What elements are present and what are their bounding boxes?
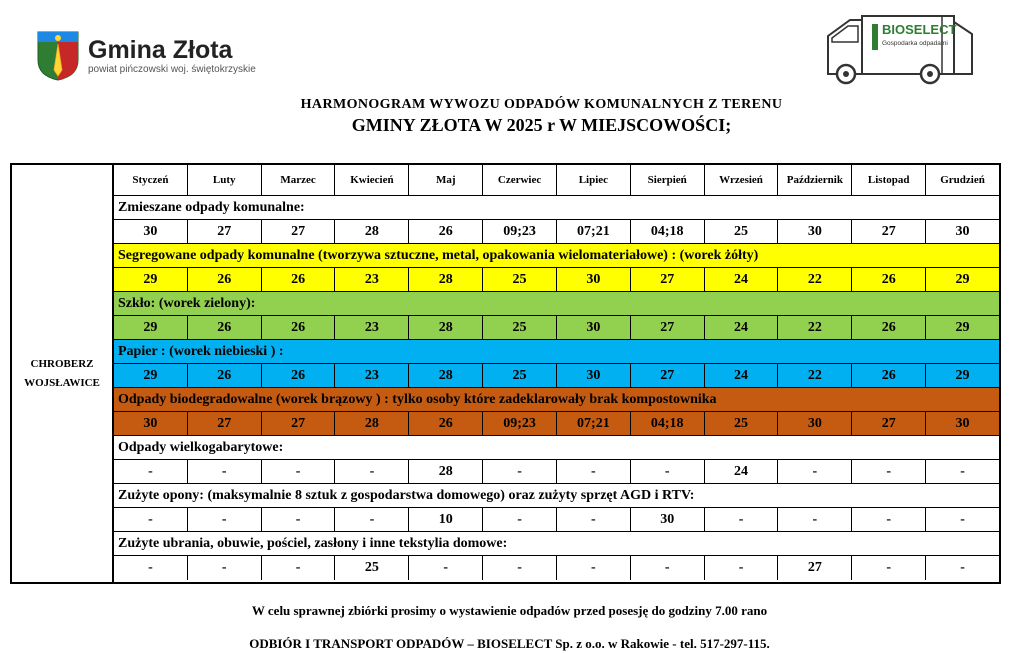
date-cell: - bbox=[778, 508, 852, 531]
date-cell: 28 bbox=[409, 364, 483, 387]
date-cell: 25 bbox=[705, 412, 779, 435]
coat-of-arms-icon bbox=[36, 30, 80, 82]
date-cell: 30 bbox=[778, 412, 852, 435]
date-cell: 25 bbox=[483, 364, 557, 387]
dates-row bbox=[114, 316, 999, 340]
months-header-row bbox=[114, 165, 999, 196]
month-header: Kwiecień bbox=[335, 165, 409, 195]
date-cell: 27 bbox=[852, 412, 926, 435]
date-cell: - bbox=[483, 460, 557, 483]
date-cell: - bbox=[557, 556, 631, 580]
date-cell: 29 bbox=[955, 319, 970, 335]
date-cell: 30 bbox=[557, 268, 631, 291]
date-cell: - bbox=[114, 556, 188, 580]
date-cell: 27 bbox=[778, 556, 852, 580]
date-cell: - bbox=[409, 556, 483, 580]
date-cell: 24 bbox=[705, 316, 779, 339]
date-cell: 26 bbox=[188, 268, 262, 291]
dates-row bbox=[114, 556, 999, 580]
dates-row bbox=[114, 364, 999, 388]
category-label: Zużyte opony: (maksymalnie 8 sztuk z gospodarstwa domowego) oraz zużyty sprzęt AGD i RTV: bbox=[114, 484, 999, 508]
date-cell: - bbox=[557, 460, 631, 483]
dates-row bbox=[114, 508, 999, 532]
truck-tagline: Gospodarka odpadami bbox=[882, 40, 948, 47]
date-cell: 27 bbox=[262, 220, 336, 243]
month-header: Czerwiec bbox=[483, 165, 557, 195]
date-cell: 30 bbox=[114, 412, 188, 435]
category-label: Szkło: (worek zielony): bbox=[114, 292, 999, 316]
date-cell: 10 bbox=[409, 508, 483, 531]
date-cell: 30 bbox=[778, 220, 852, 243]
date-cell: 28 bbox=[335, 220, 409, 243]
date-cell: 22 bbox=[778, 268, 852, 291]
date-cell: 28 bbox=[409, 460, 483, 483]
date-cell: - bbox=[188, 508, 262, 531]
date-cell: 30 bbox=[955, 415, 970, 431]
logo-name: Gmina Złota bbox=[88, 36, 233, 64]
date-cell: - bbox=[705, 508, 779, 531]
date-cell: 28 bbox=[409, 316, 483, 339]
date-cell: 29 bbox=[955, 271, 970, 287]
date-cell: 22 bbox=[778, 364, 852, 387]
date-cell: 27 bbox=[852, 220, 926, 243]
dates-row bbox=[114, 412, 999, 436]
category-label: Odpady wielkogabarytowe: bbox=[114, 436, 999, 460]
date-cell: - bbox=[778, 460, 852, 483]
date-cell: 30 bbox=[631, 508, 705, 531]
date-cell: - bbox=[631, 556, 705, 580]
month-header: Marzec bbox=[262, 165, 336, 195]
date-cell: 09;23 bbox=[483, 412, 557, 435]
month-header: Luty bbox=[188, 165, 262, 195]
date-cell: 30 bbox=[955, 223, 970, 239]
date-cell: 26 bbox=[188, 364, 262, 387]
date-cell: - bbox=[852, 508, 926, 531]
date-cell: 26 bbox=[262, 364, 336, 387]
date-cell: - bbox=[262, 508, 336, 531]
date-cell: 25 bbox=[705, 220, 779, 243]
date-cell: 23 bbox=[335, 268, 409, 291]
date-cell: - bbox=[705, 556, 779, 580]
date-cell: 07;21 bbox=[557, 220, 631, 243]
dates-row bbox=[114, 268, 999, 292]
dates-row bbox=[114, 220, 999, 244]
title-line-1: HARMONOGRAM WYWOZU ODPADÓW KOMUNALNYCH Z TERENU bbox=[300, 97, 783, 112]
location-name: CHROBERZ bbox=[30, 357, 94, 370]
category-label: Zmieszane odpady komunalne: bbox=[114, 196, 999, 220]
month-header: Lipiec bbox=[557, 165, 631, 195]
truck-brand: BIOSELECT bbox=[882, 22, 957, 37]
date-cell: - bbox=[114, 508, 188, 531]
garbage-truck-icon bbox=[822, 12, 978, 86]
date-cell: - bbox=[960, 560, 965, 575]
date-cell: - bbox=[335, 460, 409, 483]
date-cell: 27 bbox=[188, 412, 262, 435]
category-label: Papier : (worek niebieski ) : bbox=[114, 340, 999, 364]
category-label: Zużyte ubrania, obuwie, pościel, zasłony i inne tekstylia domowe: bbox=[114, 532, 999, 556]
date-cell: 29 bbox=[955, 367, 970, 383]
date-cell: 23 bbox=[335, 316, 409, 339]
date-cell: 28 bbox=[409, 268, 483, 291]
date-cell: 27 bbox=[631, 268, 705, 291]
date-cell: 07;21 bbox=[557, 412, 631, 435]
date-cell: 04;18 bbox=[631, 220, 705, 243]
date-cell: - bbox=[483, 508, 557, 531]
date-cell: - bbox=[631, 460, 705, 483]
footer-contact: ODBIÓR I TRANSPORT ODPADÓW – BIOSELECT Sp. z o.o. w Rakowie - tel. 517-297-115. bbox=[249, 636, 770, 651]
date-cell: 26 bbox=[852, 268, 926, 291]
date-cell: - bbox=[188, 556, 262, 580]
date-cell: - bbox=[557, 508, 631, 531]
date-cell: 27 bbox=[262, 412, 336, 435]
date-cell: 26 bbox=[262, 268, 336, 291]
date-cell: 23 bbox=[335, 364, 409, 387]
date-cell: 25 bbox=[335, 556, 409, 580]
date-cell: 26 bbox=[409, 412, 483, 435]
locations-cell bbox=[12, 165, 114, 582]
title-line-2: GMINY ZŁOTA W 2025 r W MIEJSCOWOŚCI; bbox=[351, 115, 732, 135]
month-header: Sierpień bbox=[631, 165, 705, 195]
date-cell: - bbox=[262, 556, 336, 580]
document-title bbox=[0, 96, 1024, 136]
date-cell: - bbox=[960, 511, 965, 527]
date-cell: - bbox=[188, 460, 262, 483]
schedule-table bbox=[10, 163, 1001, 584]
date-cell: 27 bbox=[631, 316, 705, 339]
date-cell: 29 bbox=[114, 364, 188, 387]
date-cell: 30 bbox=[114, 220, 188, 243]
dates-row bbox=[114, 460, 999, 484]
date-cell: - bbox=[483, 556, 557, 580]
logo-subtitle: powiat pińczowski woj. świętokrzyskie bbox=[88, 64, 256, 75]
date-cell: 04;18 bbox=[631, 412, 705, 435]
date-cell: 26 bbox=[409, 220, 483, 243]
date-cell: 09;23 bbox=[483, 220, 557, 243]
month-header: Listopad bbox=[852, 165, 926, 195]
category-label: Segregowane odpady komunalne (tworzywa sztuczne, metal, opakowania wielomateriałowe) : (worek żółty) bbox=[114, 244, 999, 268]
month-header: Wrzesień bbox=[705, 165, 779, 195]
date-cell: 27 bbox=[631, 364, 705, 387]
schedule-grid bbox=[114, 165, 999, 580]
date-cell: - bbox=[114, 460, 188, 483]
date-cell: 29 bbox=[114, 268, 188, 291]
date-cell: 26 bbox=[262, 316, 336, 339]
footer-note: W celu sprawnej zbiórki prosimy o wystawienie odpadów przed posesję do godziny 7.00 rano bbox=[251, 603, 768, 618]
date-cell: 29 bbox=[114, 316, 188, 339]
date-cell: 24 bbox=[705, 460, 779, 483]
month-header: Styczeń bbox=[114, 165, 188, 195]
month-header: Październik bbox=[778, 165, 852, 195]
location-name: WOJSŁAWICE bbox=[24, 376, 100, 389]
category-label: Odpady biodegradowalne (worek brązowy ) : tylko osoby które zadeklarowały brak kompostownika bbox=[114, 388, 999, 412]
date-cell: 22 bbox=[778, 316, 852, 339]
date-cell: 28 bbox=[335, 412, 409, 435]
date-cell: - bbox=[960, 463, 965, 479]
date-cell: 25 bbox=[483, 268, 557, 291]
gmina-logo bbox=[36, 30, 256, 82]
date-cell: 27 bbox=[188, 220, 262, 243]
month-header: Grudzień bbox=[940, 174, 985, 186]
date-cell: - bbox=[852, 556, 926, 580]
date-cell: 30 bbox=[557, 316, 631, 339]
month-header: Maj bbox=[409, 165, 483, 195]
date-cell: 26 bbox=[852, 364, 926, 387]
date-cell: 24 bbox=[705, 364, 779, 387]
date-cell: - bbox=[852, 460, 926, 483]
date-cell: 30 bbox=[557, 364, 631, 387]
date-cell: 24 bbox=[705, 268, 779, 291]
date-cell: 26 bbox=[852, 316, 926, 339]
date-cell: 26 bbox=[188, 316, 262, 339]
date-cell: - bbox=[262, 460, 336, 483]
date-cell: 25 bbox=[483, 316, 557, 339]
date-cell: - bbox=[335, 508, 409, 531]
